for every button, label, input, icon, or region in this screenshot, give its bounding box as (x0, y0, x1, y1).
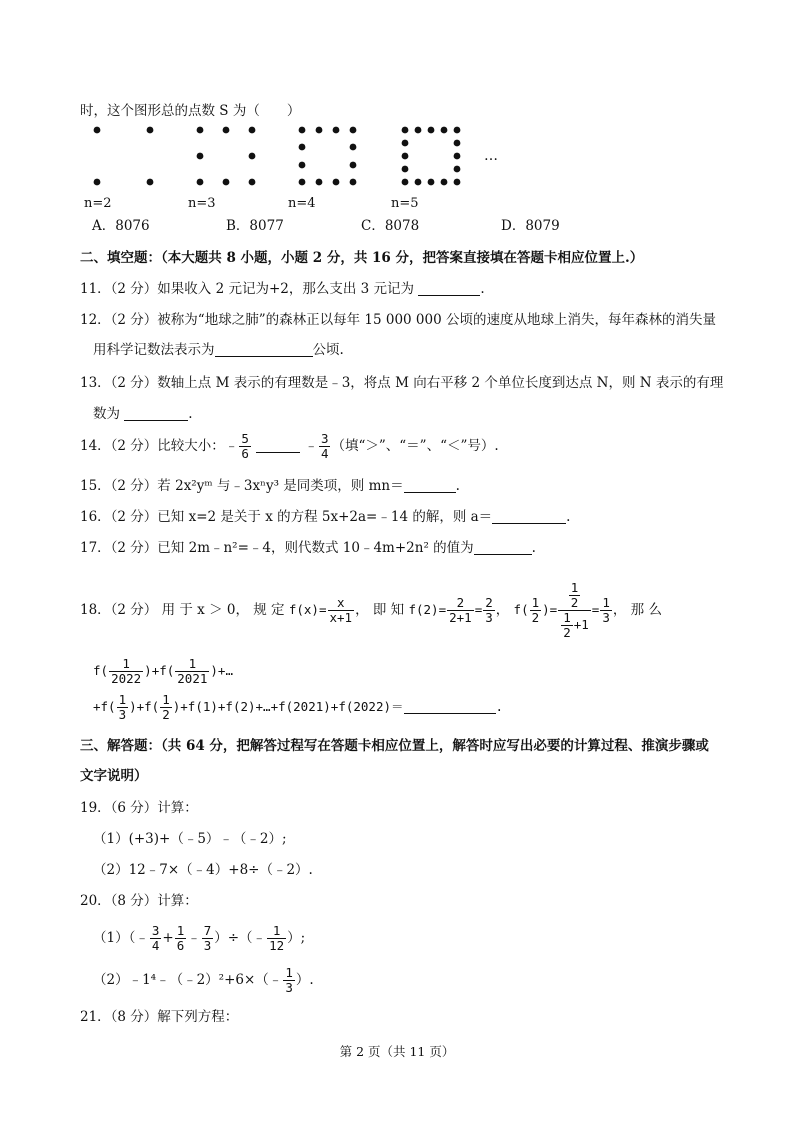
dot (197, 127, 204, 134)
dot (223, 179, 230, 186)
answer-blank[interactable] (215, 342, 313, 357)
dot (441, 127, 448, 134)
question-20-part-2: （2）﹣1⁴﹣（﹣2）²+6×（﹣ $\frac{1}{3}$ ）. (93, 965, 314, 995)
dot (350, 162, 357, 169)
question-12-line-1: 12．（2 分）被称为“地球之肺”的森林正以每年 15 000 000 公顷的速度从地球上消失，每年森林的消失量 (80, 312, 716, 328)
dot (299, 127, 306, 134)
figure-label: n=5 (391, 196, 419, 211)
dot (299, 179, 306, 186)
dot (333, 127, 340, 134)
dot (402, 140, 409, 147)
page-footer: 第 2 页（共 11 页） (339, 1044, 455, 1059)
section-3-heading-line-2: 文字说明） (80, 768, 148, 784)
figure-label: n=3 (188, 196, 216, 211)
formula: f(x)= (288, 602, 327, 617)
dot (402, 127, 409, 134)
minus-sign: ﹣ (224, 438, 239, 454)
fraction: $\frac{1}{6}$ (176, 923, 185, 953)
dot-pattern-figure (90, 125, 490, 190)
question-19-heading: 19．（6 分）计算： (80, 800, 198, 816)
question-12-text: 用科学记数法表示为 (93, 342, 215, 358)
question-15: 15．（2 分）若 2x²yᵐ 与﹣3xⁿy³ 是同类项，则 mn＝ . (80, 478, 460, 494)
answer-blank[interactable] (474, 540, 532, 555)
fraction: $\frac{1}{3}$ (118, 692, 127, 722)
question-18-end: ， 那 么 (612, 602, 662, 618)
question-14 (80, 432, 499, 461)
question-18-mid: ， 即 知 (355, 602, 405, 618)
fraction: $\frac{7}{3}$ (203, 923, 212, 953)
question-13-line-1: 13．（2 分）数轴上点 M 表示的有理数是﹣3，将点 M 向右平移 2 个单位长度到达点 N，则 N 表示的有理 (80, 375, 724, 391)
question-16: 16．（2 分）已知 x=2 是关于 x 的方程 5x+2a=﹣14 的解，则 a＝ . (80, 509, 571, 525)
dot (94, 179, 101, 186)
question-11: 11．（2 分）如果收入 2 元记为+2，那么支出 3 元记为 . (80, 281, 485, 297)
q10-stem: 时，这个图形总的点数 S 为（ ） (80, 103, 301, 119)
dot (454, 153, 461, 160)
answer-blank[interactable] (404, 699, 496, 714)
question-12-unit: 公顷. (312, 342, 344, 358)
figure-label: n=4 (288, 196, 316, 211)
answer-blank[interactable] (256, 438, 300, 453)
question-18-line-3: +f( $\frac{1}{3}$ )+f( $\frac{1}{2}$ )+f(1)+f(2)+…+f(2021)+f(2022)＝ . (93, 692, 504, 722)
question-20-part-1: （1）（﹣ $\frac{3}{4}$ + $\frac{1}{6}$ ﹣ $\frac{7}{3}$ ）÷（﹣ $\frac{1}{12}$ ）; (93, 923, 306, 953)
dot (350, 144, 357, 151)
fraction: $\frac{5}{6}$ (241, 431, 249, 461)
option-d: D．8079 (501, 218, 560, 234)
answer-blank[interactable] (492, 509, 566, 524)
fraction: $\frac{1}{3}$ (602, 595, 610, 625)
answer-blank[interactable] (418, 281, 480, 296)
dot (402, 166, 409, 173)
fraction: $\frac{3}{4}$ (320, 431, 329, 461)
fraction: $\frac{1}{2021}$ (177, 656, 208, 686)
dot (299, 144, 306, 151)
formula: f( (513, 602, 529, 617)
question-12-line-2 (93, 340, 344, 360)
option-a: A．8076 (92, 218, 150, 234)
dot (299, 162, 306, 169)
formula: )= (542, 602, 558, 617)
dot (428, 127, 435, 134)
dot (454, 166, 461, 173)
fraction: $\frac{1}{12}$ (269, 923, 285, 953)
section-3-heading-line-1: 三、解答题：（共 64 分，把解答过程写在答题卡相应位置上，解答时应写出必要的计算过程、推演步骤或 (80, 738, 709, 754)
dot (441, 179, 448, 186)
dot (333, 179, 340, 186)
option-b: B．8077 (226, 218, 284, 234)
fraction: $\frac{1}{2}$ (531, 595, 540, 625)
dot (249, 127, 256, 134)
formula: f(2)= (408, 602, 447, 617)
dot (350, 127, 357, 134)
question-17-text: 17．（2 分）已知 2m﹣n²=﹣4，则代数式 10﹣4m+2n² 的值为 (80, 540, 474, 556)
dot (94, 127, 101, 134)
dot (197, 153, 204, 160)
question-14-prefix: 14．（2 分）比较大小： (80, 438, 225, 454)
dot (415, 127, 422, 134)
fraction: $\frac{1}{2}$ (162, 692, 170, 722)
dot (147, 179, 154, 186)
question-11-text: 11．（2 分）如果收入 2 元记为+2，那么支出 3 元记为 (80, 281, 415, 297)
option-c: C．8078 (361, 218, 420, 234)
dot (350, 179, 357, 186)
fraction: $\frac{x}{x+1}$ (329, 595, 353, 625)
fraction: $\frac{1}{3}$ (285, 965, 293, 995)
dot (147, 127, 154, 134)
figure-ellipsis: … (484, 148, 498, 164)
question-20-heading: 20．（8 分）计算： (80, 893, 198, 909)
question-19-part-1: （1）(+3)+（﹣5）﹣（﹣2）; (93, 831, 287, 847)
question-21-heading: 21．（8 分）解下列方程： (80, 1009, 239, 1025)
dot (454, 140, 461, 147)
fraction: $\frac{3}{4}$ (151, 923, 160, 953)
answer-blank[interactable] (124, 406, 188, 421)
dot (402, 179, 409, 186)
fraction: $\frac{1}{2022}$ (111, 656, 142, 686)
question-18-line-1: 18．（2 分） 用 于 x ＞ 0， 规 定 f(x)= $\frac{x}{x+1}$ ， 即 知 f(2)= $\frac{2}{2+1}$ = $\frac{2}{3}$ ， f( $\frac{1}{2}$ )= $\frac{1}{2}$ $\frac{1}{2}$ +1 = $\frac{1}{3}$ ， 那 么 (80, 580, 662, 640)
fraction: $\frac{2}{3}$ (485, 595, 493, 625)
minus-sign: ﹣ (304, 438, 318, 454)
question-18-prefix: 18．（2 分） 用 于 x ＞ 0， 规 定 (80, 602, 285, 618)
dot (249, 153, 256, 160)
question-15-text: 15．（2 分）若 2x²yᵐ 与﹣3xⁿy³ 是同类项，则 mn＝ (80, 478, 404, 494)
dot (316, 179, 323, 186)
question-13-line-2: 数为 . (93, 406, 193, 422)
question-19-part-2: （2）12﹣7×（﹣4）+8÷（﹣2）. (93, 862, 313, 878)
question-14-suffix: （填“＞”、“＝”、“＜”号）. (331, 438, 499, 454)
question-17: 17．（2 分）已知 2m﹣n²=﹣4，则代数式 10﹣4m+2n² 的值为 . (80, 540, 536, 556)
figure-label: n=2 (84, 196, 112, 211)
dot (415, 179, 422, 186)
question-13-text: 数为 (93, 406, 120, 422)
question-18-line-2: f( $\frac{1}{2022}$ )+f( $\frac{1}{2021}$ )+… (93, 656, 233, 686)
compound-fraction: $\frac{1}{2}$ $\frac{1}{2}$ +1 (558, 581, 591, 640)
dot (249, 179, 256, 186)
dot (428, 179, 435, 186)
answer-blank[interactable] (404, 478, 456, 493)
question-16-text: 16．（2 分）已知 x=2 是关于 x 的方程 5x+2a=﹣14 的解，则 a＝ (80, 509, 493, 525)
fraction: $\frac{2}{2+1}$ (449, 595, 472, 625)
dot (454, 127, 461, 134)
dot (402, 153, 409, 160)
dot (454, 179, 461, 186)
dot (197, 179, 204, 186)
dot (316, 127, 323, 134)
dot (223, 127, 230, 134)
section-2-heading: 二、填空题：（本大题共 8 小题，小题 2 分，共 16 分，把答案直接填在答题卡相应位置上.） (80, 250, 644, 266)
